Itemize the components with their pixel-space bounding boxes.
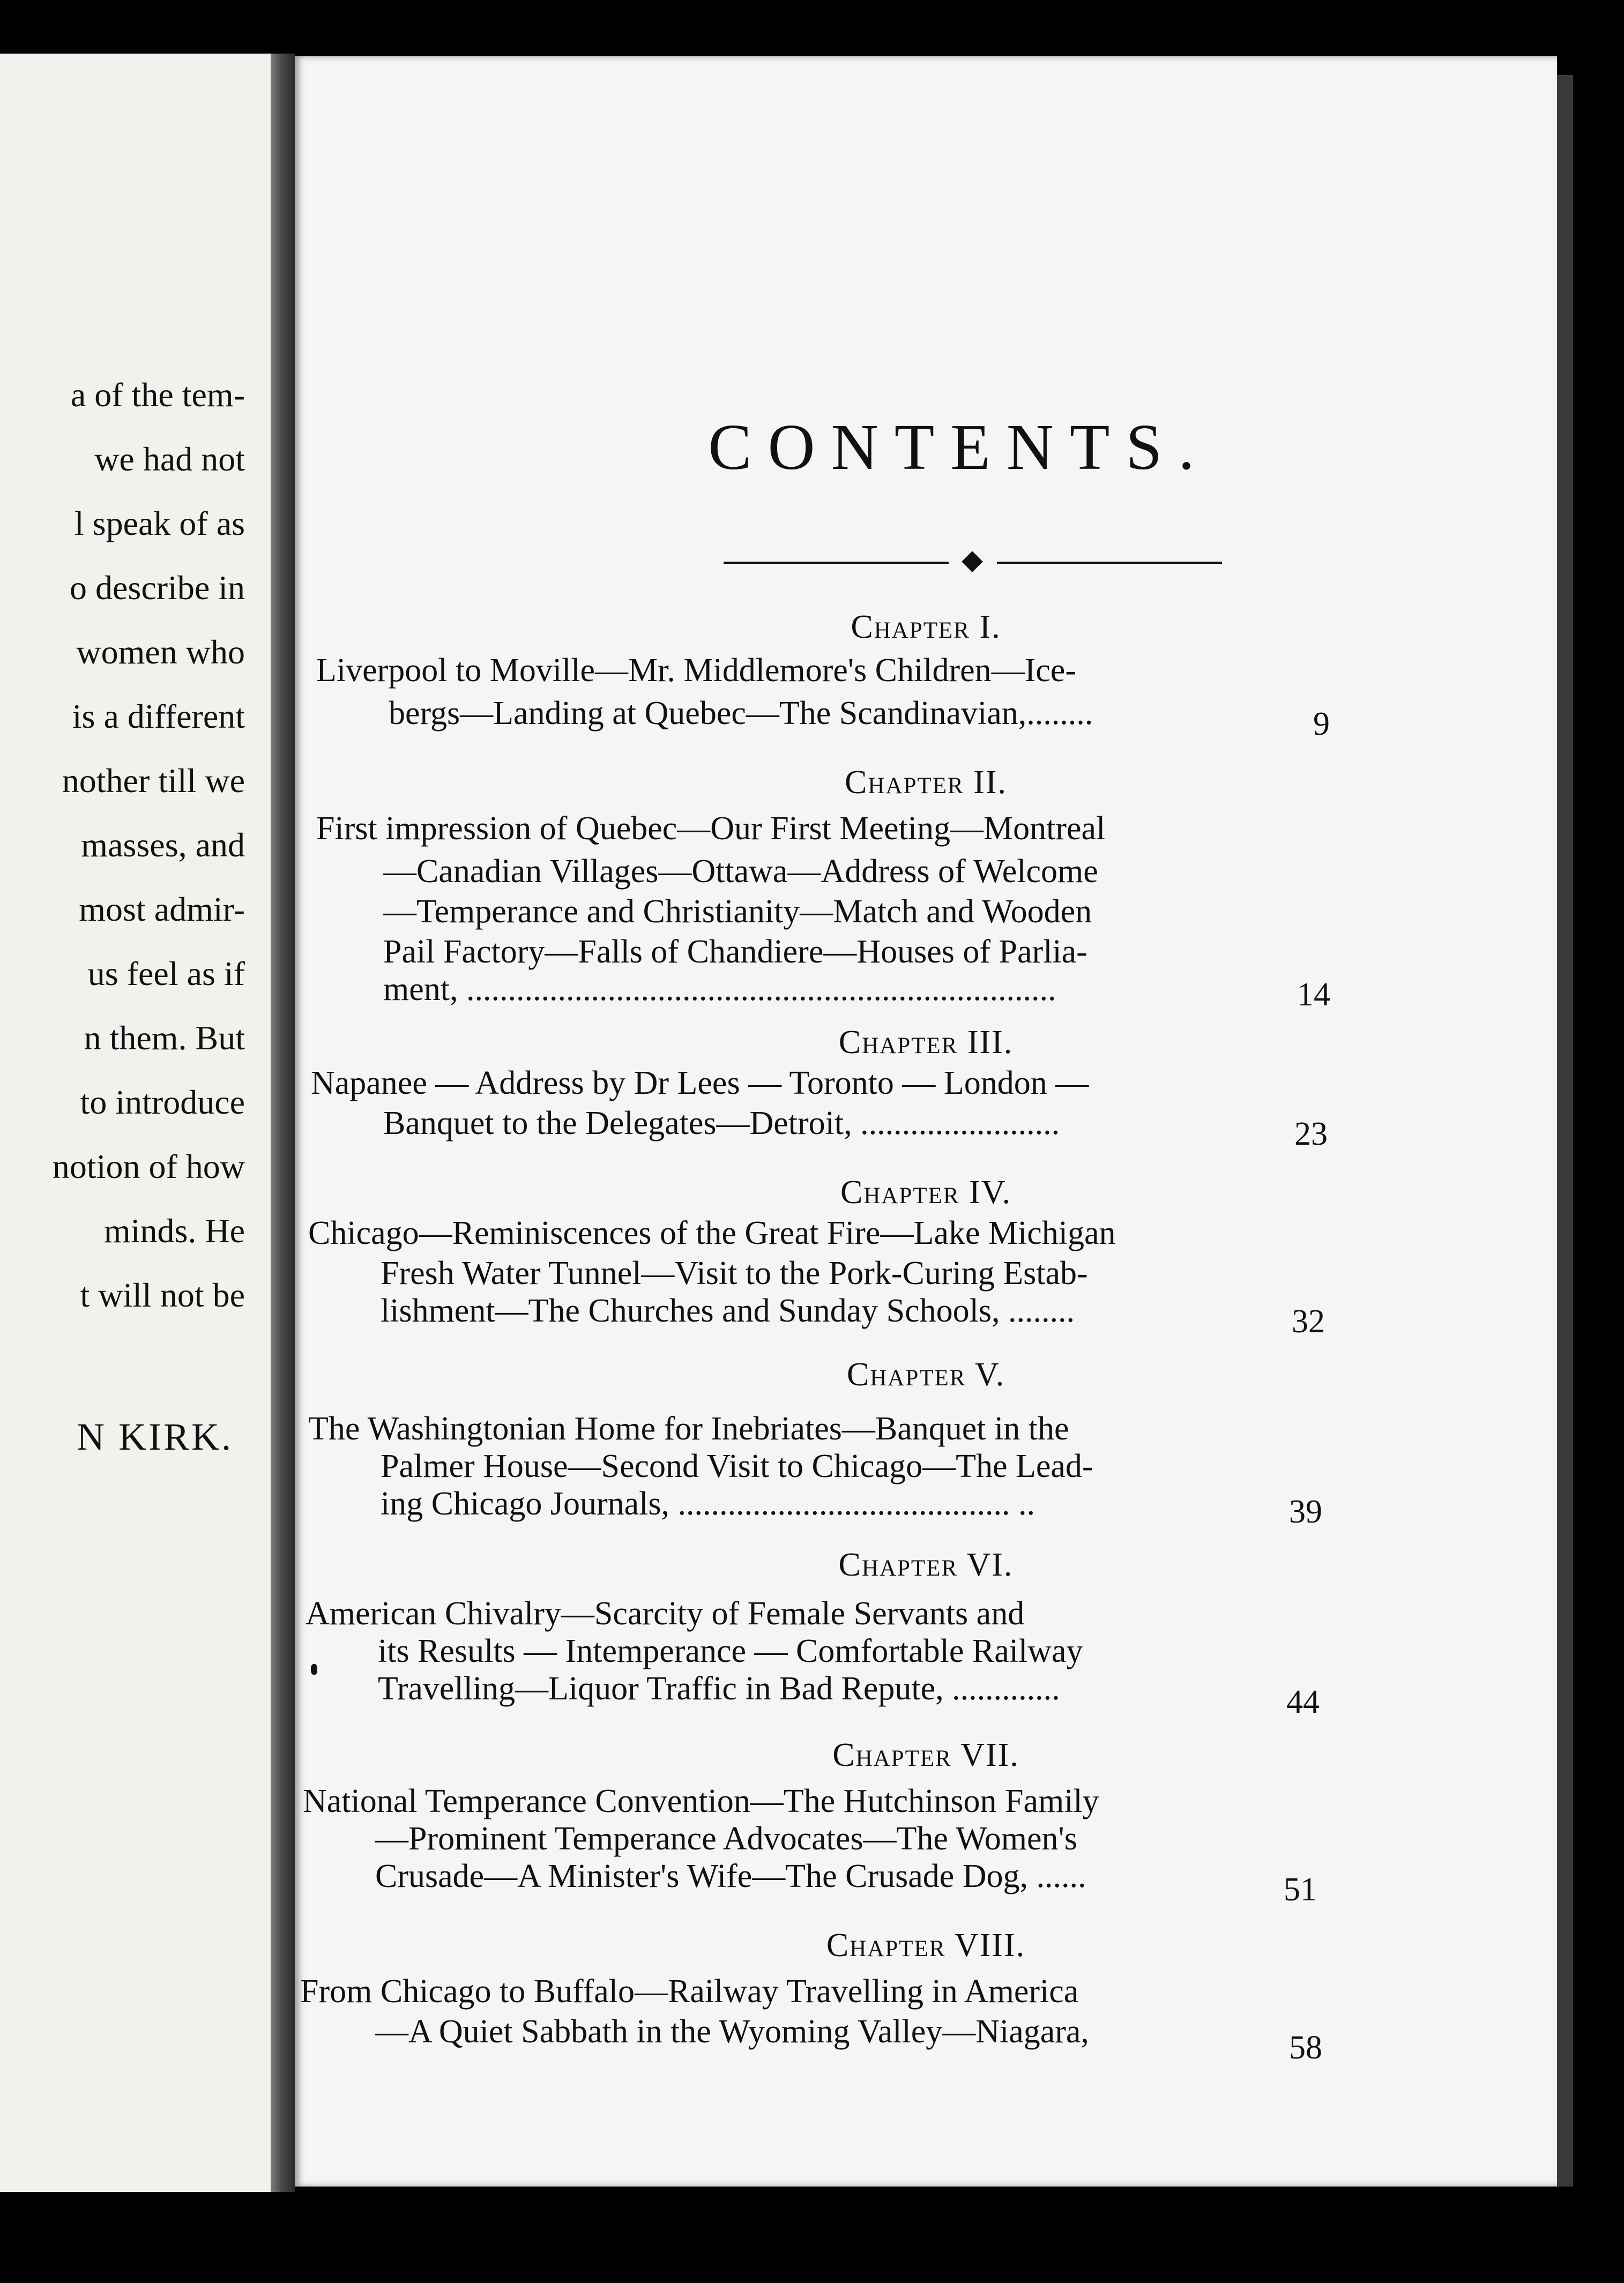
page-edge-shadow <box>1557 75 1573 2187</box>
left-page-line: l speak of as <box>74 504 245 542</box>
page-number: 39 <box>1289 1494 1322 1530</box>
entry-line: its Results — Intemperance — Comfortable Railway <box>378 1633 1083 1669</box>
ornament-rule <box>724 562 949 564</box>
entry-line: National Temperance Convention—The Hutchinson Family <box>303 1783 1099 1819</box>
page-title: CONTENTS. <box>708 411 1211 483</box>
left-page-line: n them. But <box>84 1019 245 1057</box>
left-page-line: o describe in <box>70 569 245 607</box>
page-number: 32 <box>1292 1303 1325 1340</box>
chapter-heading: Chapter IV. <box>840 1174 1012 1211</box>
chapter-heading: Chapter VI. <box>838 1547 1014 1583</box>
page-number: 44 <box>1286 1684 1320 1720</box>
left-page-line: masses, and <box>81 826 245 864</box>
chapter-heading: Chapter V. <box>846 1356 1005 1393</box>
entry-line: —Temperance and Christianity—Match and Wooden <box>383 893 1092 930</box>
left-page-line: a of the tem- <box>70 376 245 414</box>
chapter-heading: Chapter VII. <box>832 1737 1019 1773</box>
entry-line: Fresh Water Tunnel—Visit to the Pork-Curing Estab- <box>381 1255 1088 1292</box>
diamond-icon <box>962 551 983 572</box>
left-page-line: minds. He <box>103 1212 245 1250</box>
chapter-heading: Chapter III. <box>838 1024 1014 1061</box>
entry-line: Crusade—A Minister's Wife—The Crusade Dog, ...... <box>375 1858 1086 1894</box>
left-page-line: notion of how <box>52 1147 245 1185</box>
entry-line: —Canadian Villages—Ottawa—Address of Welcome <box>383 853 1098 890</box>
entry-line: American Chivalry—Scarcity of Female Servants and <box>306 1595 1025 1632</box>
entry-line: Banquet to the Delegates—Detroit, ........................ <box>383 1105 1060 1142</box>
entry-line: Pail Factory—Falls of Chandiere—Houses of Parlia- <box>383 934 1087 970</box>
left-page-line: to introduce <box>80 1083 245 1121</box>
entry-line: Chicago—Reminiscences of the Great Fire—Lake Michigan <box>308 1215 1116 1251</box>
ornament-rule <box>997 562 1222 564</box>
page-number: 9 <box>1313 706 1330 742</box>
entry-line: First impression of Quebec—Our First Meeting—Montreal <box>316 810 1106 847</box>
entry-line: lishment—The Churches and Sunday Schools, ........ <box>381 1293 1075 1329</box>
author-signature: N KIRK. <box>77 1415 233 1458</box>
chapter-heading: Chapter VIII. <box>826 1927 1026 1964</box>
entry-line: Napanee — Address by Dr Lees — Toronto — London — <box>311 1065 1089 1101</box>
page-number: 23 <box>1294 1116 1328 1152</box>
left-page-line: women who <box>76 633 245 671</box>
left-page-line: t will not be <box>80 1276 245 1314</box>
chapter-heading: Chapter II. <box>845 764 1007 801</box>
entry-line: bergs—Landing at Quebec—The Scandinavian,........ <box>389 695 1093 732</box>
left-page-line: most admir- <box>79 890 245 928</box>
entry-line: The Washingtonian Home for Inebriates—Banquet in the <box>308 1411 1069 1447</box>
title-ornament <box>724 552 1222 573</box>
entry-line: Liverpool to Moville—Mr. Middlemore's Children—Ice- <box>316 652 1076 689</box>
left-page-line: nother till we <box>62 762 245 800</box>
page-number: 14 <box>1297 976 1330 1013</box>
left-facing-page <box>0 54 271 2192</box>
entry-line: —A Quiet Sabbath in the Wyoming Valley—Niagara, <box>375 2013 1089 2050</box>
left-page-line: us feel as if <box>87 954 245 993</box>
entry-line: —Prominent Temperance Advocates—The Women's <box>375 1821 1077 1857</box>
entry-line: Travelling—Liquor Traffic in Bad Repute, ............. <box>378 1670 1060 1707</box>
page-number: 51 <box>1284 1871 1317 1908</box>
left-page-line: is a different <box>72 697 245 735</box>
entry-line: ing Chicago Journals, ........................................ .. <box>381 1486 1035 1522</box>
page-number: 58 <box>1289 2030 1322 2066</box>
entry-line: Palmer House—Second Visit to Chicago—The Lead- <box>381 1448 1093 1484</box>
chapter-heading: Chapter I. <box>851 609 1001 645</box>
book-gutter <box>271 54 295 2192</box>
contents-page <box>295 56 1557 2187</box>
left-page-line: we had not <box>94 440 245 478</box>
entry-line: ment, ....................................................................... <box>383 971 1056 1008</box>
entry-line: From Chicago to Buffalo—Railway Travelling in America <box>300 1973 1079 2010</box>
ink-speck <box>311 1664 317 1675</box>
